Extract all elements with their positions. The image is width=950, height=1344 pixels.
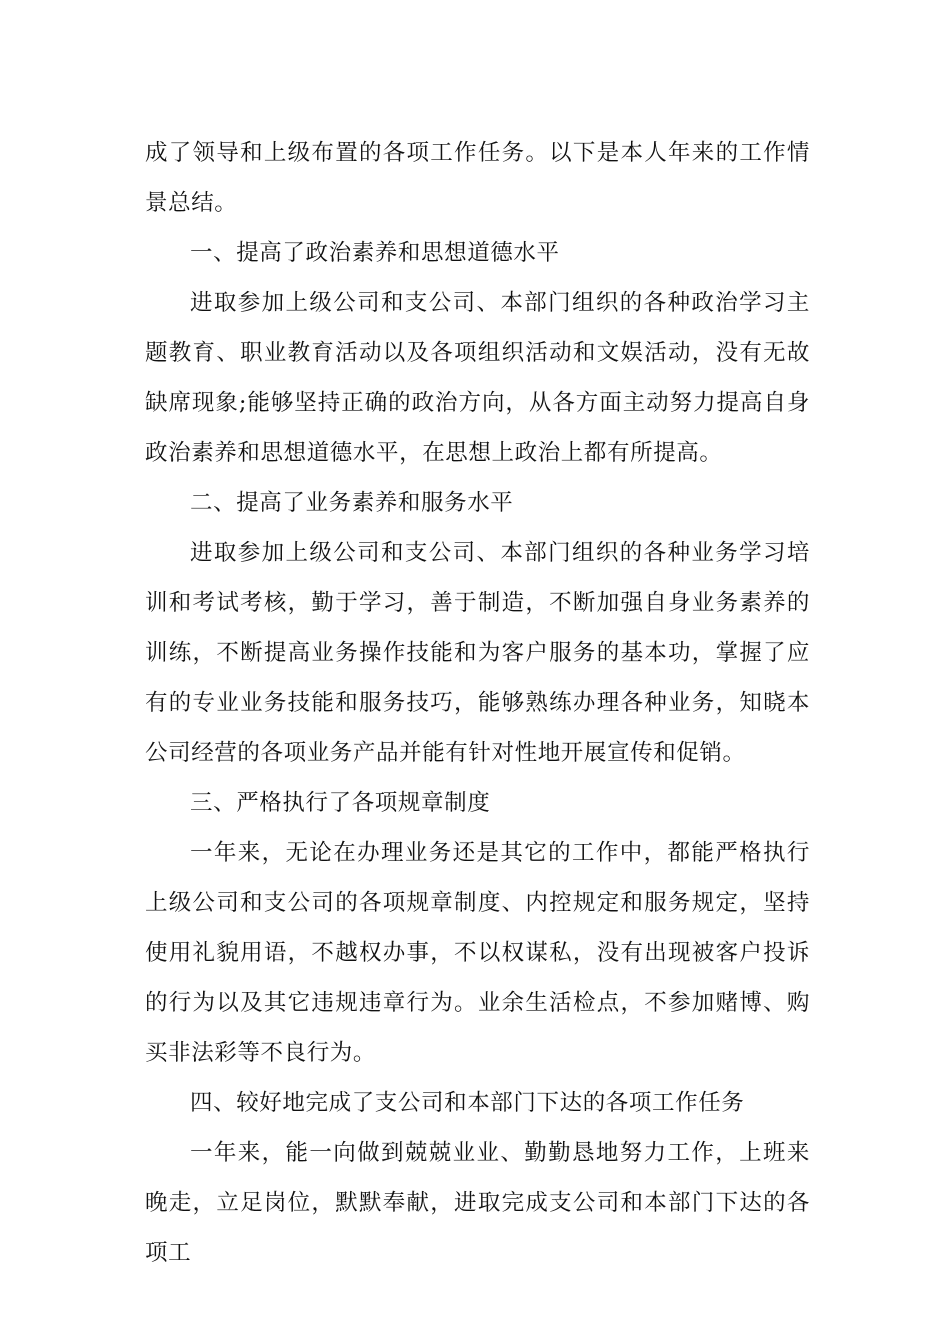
document-body [145,128,810,1278]
section-body-4: 一年来，能一向做到兢兢业业、勤勤恳地努力工作，上班来晚走，立足岗位，默默奉献，进取完成支公司和本部门下达的各项工 [145,1140,810,1266]
paragraph-intro-continuation: 成了领导和上级布置的各项工作任务。以下是本人年来的工作情景总结。 [145,140,810,216]
section-heading-4: 四、较好地完成了支公司和本部门下达的各项工作任务 [190,1090,745,1116]
section-heading-1: 一、提高了政治素养和思想道德水平 [190,240,560,266]
section-heading-2: 二、提高了业务素养和服务水平 [190,490,514,516]
section-body-2: 进取参加上级公司和支公司、本部门组织的各种业务学习培训和考试考核，勤于学习，善于制造，不断加强自身业务素养的训练，不断提高业务操作技能和为客户服务的基本功，掌握了应有的专业业务技能和服务技巧，能够熟练办理各种业务，知晓本公司经营的各项业务产品并能有针对性地开展宣传和促销。 [145,540,810,766]
section-body-1: 进取参加上级公司和支公司、本部门组织的各种政治学习主题教育、职业教育活动以及各项组织活动和文娱活动，没有无故缺席现象;能够坚持正确的政治方向，从各方面主动努力提高自身政治素养和思想道德水平，在思想上政治上都有所提高。 [145,290,810,466]
section-body-3: 一年来，无论在办理业务还是其它的工作中，都能严格执行上级公司和支公司的各项规章制度、内控规定和服务规定，坚持使用礼貌用语，不越权办事，不以权谋私，没有出现被客户投诉的行为以及其它违规违章行为。业余生活检点，不参加赌博、购买非法彩等不良行为。 [145,840,810,1066]
section-heading-3: 三、严格执行了各项规章制度 [190,790,491,816]
